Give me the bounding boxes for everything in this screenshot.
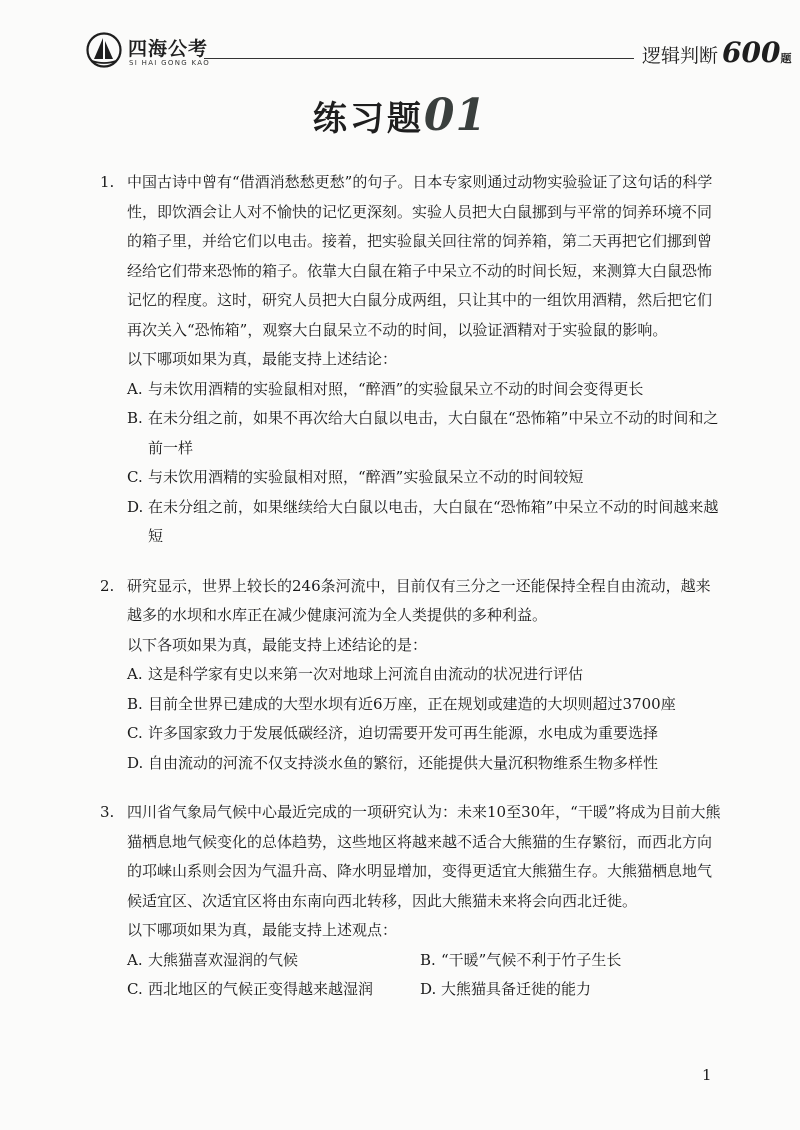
book-title-text: 逻辑判断 <box>642 45 719 67</box>
option-label: A. <box>127 665 143 683</box>
option-a <box>100 375 724 405</box>
option-text: 西北地区的气候正变得越来越湿润 <box>148 980 374 998</box>
question-1 <box>100 168 724 552</box>
question-prompt: 以下各项如果为真，最能支持上述结论的是： <box>127 635 428 654</box>
option-label: C. <box>127 724 143 742</box>
logo-subtext: SI HAI GONG KAO <box>129 59 211 67</box>
question-stem-text: 四川省气象局气候中心最近完成的一项研究认为：未来10至30年，“干暖”将成为目前大熊猫栖息地气候变化的总体趋势，这些地区将越来越不适合大熊猫的生存繁衍，而西北方向的邛崃山系则会因为气温升高、降水明显增加，变得更适宜大熊猫生存。大熊猫栖息地气候适宜区、次适宜区将由东南向西北转移，因此大熊猫未来将会向西北迁徙。 <box>127 803 721 910</box>
option-label: B. <box>420 950 436 969</box>
option-d <box>100 749 724 779</box>
page-title <box>0 90 800 141</box>
option-text: 在未分组之前，如果继续给大白鼠以电击，大白鼠在“恐怖箱”中呆立不动的时间越来越短 <box>148 497 719 545</box>
option-text: 与未饮用酒精的实验鼠相对照，“醉酒”的实验鼠呆立不动的时间会变得更长 <box>148 379 644 398</box>
question-prompt: 以下哪项如果为真，最能支持上述观点： <box>127 921 398 939</box>
option-b <box>420 946 724 976</box>
option-label: D. <box>127 753 144 772</box>
option-label: A. <box>127 950 143 969</box>
option-text: 与未饮用酒精的实验鼠相对照，“醉酒”实验鼠呆立不动的时间较短 <box>148 468 584 486</box>
option-label: C. <box>127 980 143 998</box>
option-text: 大熊猫喜欢湿润的气候 <box>148 950 299 969</box>
option-d <box>100 493 724 552</box>
question-number: 3. <box>100 803 115 821</box>
question-stem-text: 研究显示，世界上较长的246条河流中，目前仅有三分之一还能保持全程自由流动，越来越多的水坝和水库正在减少健康河流为全人类提供的多种利益。 <box>127 576 711 624</box>
option-label: D. <box>127 497 144 516</box>
book-title <box>642 36 791 69</box>
logo-text: 四海公考 <box>128 38 209 60</box>
option-text: 这是科学家有史以来第一次对地球上河流自由流动的状况进行评估 <box>148 665 584 683</box>
question-number: 2. <box>100 576 115 595</box>
option-text: 在未分组之前，如果不再次给大白鼠以电击，大白鼠在“恐怖箱”中呆立不动的时间和之前一样 <box>148 409 719 457</box>
option-c <box>100 719 724 749</box>
book-title-number: 600 <box>722 36 781 69</box>
header-rule <box>204 58 634 59</box>
option-d <box>420 975 724 1005</box>
page-title-text: 练习题 <box>312 99 424 139</box>
option-a <box>100 946 420 976</box>
book-title-suffix: 题 <box>780 52 792 65</box>
option-c <box>100 463 724 493</box>
option-b <box>100 690 724 720</box>
option-text: 目前全世界已建成的大型水坝有近6万座，正在规划或建造的大坝则超过3700座 <box>148 694 676 713</box>
page-number: 1 <box>702 1066 712 1084</box>
question-stem <box>100 572 724 631</box>
option-c <box>100 975 420 1005</box>
option-label: D. <box>420 980 437 998</box>
option-text: 自由流动的河流不仅支持淡水鱼的繁衍，还能提供大量沉积物维系生物多样性 <box>148 753 659 772</box>
option-text: 许多国家致力于发展低碳经济，迫切需要开发可再生能源，水电成为重要选择 <box>148 724 659 742</box>
page-header <box>86 28 792 76</box>
option-b <box>100 404 724 463</box>
option-label: B. <box>127 409 143 427</box>
option-label: B. <box>127 694 143 713</box>
sailboat-logo-icon <box>86 32 122 68</box>
question-prompt: 以下哪项如果为真，最能支持上述结论： <box>127 350 398 368</box>
option-text: 大熊猫具备迁徙的能力 <box>441 980 592 998</box>
question-stem <box>100 168 724 345</box>
page-title-number: 01 <box>423 90 488 141</box>
option-a <box>100 660 724 690</box>
option-label: A. <box>127 379 143 398</box>
question-3 <box>100 798 724 1005</box>
question-stem-text: 中国古诗中曾有“借酒消愁愁更愁”的句子。日本专家则通过动物实验验证了这句话的科学性，即饮酒会让人对不愉快的记忆更深刻。实验人员把大白鼠挪到与平常的饲养环境不同的箱子里，并给它们以电击。接着，把实验鼠关回往常的饲养箱，第二天再把它们挪到曾经给它们带来恐怖的箱子。依靠大白鼠在箱子中呆立不动的时间长短，来测算大白鼠恐怖记忆的程度。这时，研究人员把大白鼠分成两组，只让其中的一组饮用酒精，然后把它们再次关入“恐怖箱”，观察大白鼠呆立不动的时间，以验证酒精对于实验鼠的影响。 <box>127 173 713 339</box>
question-2 <box>100 572 724 779</box>
option-grid <box>100 946 724 1005</box>
option-text: “干暖”气候不利于竹子生长 <box>441 950 622 969</box>
question-number: 1. <box>100 173 115 191</box>
question-stem <box>100 798 724 916</box>
question-list <box>100 168 724 1025</box>
option-label: C. <box>127 468 143 486</box>
